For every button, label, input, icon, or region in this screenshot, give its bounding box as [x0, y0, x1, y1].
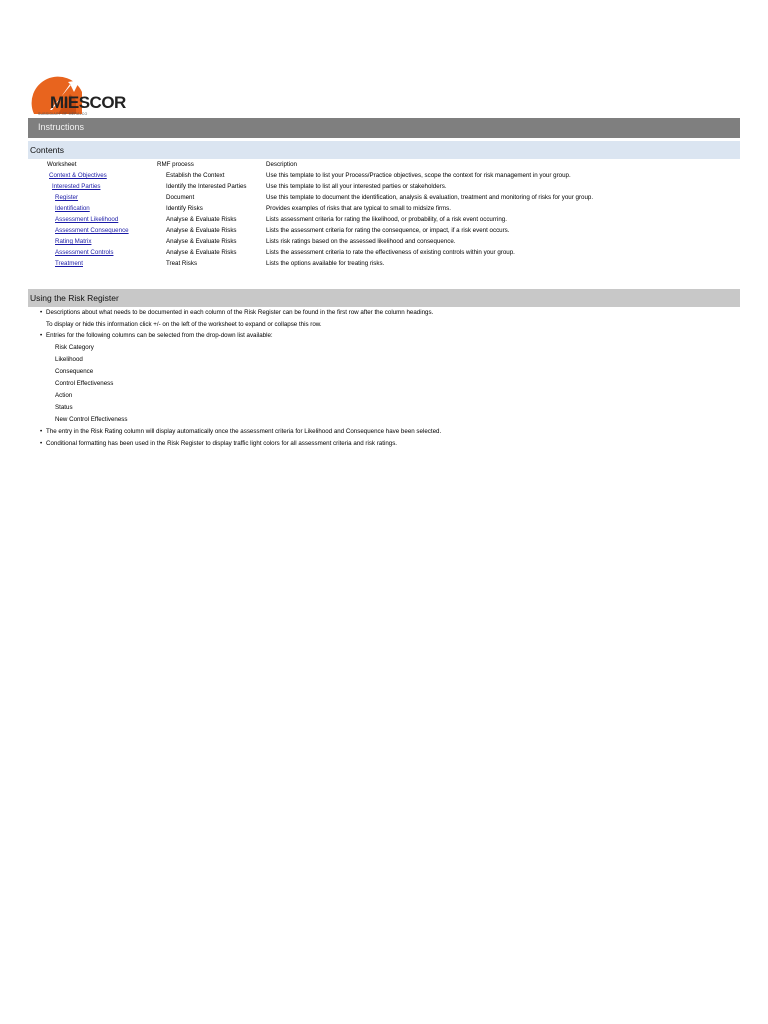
process-cell: Treat Risks: [166, 260, 198, 267]
column-item: Risk Category: [55, 344, 94, 351]
logo-wordmark: MIESCOR: [50, 93, 126, 112]
instructions-title: Instructions: [38, 122, 85, 132]
column-item: Status: [55, 404, 73, 411]
link-assessment-controls[interactable]: Assessment Controls: [55, 249, 114, 256]
header-rmf-process: RMF process: [157, 161, 194, 168]
contents-title: Contents: [30, 145, 65, 155]
description-cell: Use this template to list your Process/Practice objectives, scope the context for risk management in your group.: [266, 172, 571, 179]
note-risk-rating: The entry in the Risk Rating column will display automatically once the assessment criteria for Likelihood and Consequence have been selected.: [46, 428, 442, 435]
bullet-icon: •: [40, 332, 43, 339]
using-risk-register-title: Using the Risk Register: [30, 293, 119, 303]
note-conditional-formatting: Conditional formatting has been used in the Risk Register to display traffic light colors for all assessment criteria and risk ratings.: [46, 440, 398, 447]
instructions-header: [28, 118, 740, 138]
column-item: Consequence: [55, 368, 94, 375]
bullet-icon: •: [40, 440, 43, 447]
contents-header: [28, 141, 740, 159]
link-context-objectives[interactable]: Context & Objectives: [49, 172, 107, 179]
link-assessment-likelihood[interactable]: Assessment Likelihood: [55, 216, 119, 223]
bullet-icon: •: [40, 428, 43, 435]
link-interested-parties[interactable]: Interested Parties: [52, 183, 101, 190]
column-item: New Control Effectiveness: [55, 416, 128, 423]
using-risk-register-header: [28, 289, 740, 307]
process-cell: Analyse & Evaluate Risks: [166, 227, 237, 234]
link-register[interactable]: Register: [55, 194, 79, 201]
header-worksheet: Worksheet: [47, 161, 77, 168]
process-cell: Identify the Interested Parties: [166, 183, 247, 190]
header-description: Description: [266, 161, 297, 168]
process-cell: Identify Risks: [166, 205, 203, 212]
process-cell: Establish the Context: [166, 172, 225, 179]
note-dropdown: Entries for the following columns can be selected from the drop-down list available:: [46, 332, 273, 339]
description-cell: Use this template to list all your interested parties or stakeholders.: [266, 183, 447, 190]
process-cell: Document: [166, 194, 195, 201]
bullet-icon: •: [40, 309, 43, 316]
link-treatment[interactable]: Treatment: [55, 260, 83, 267]
link-rating-matrix[interactable]: Rating Matrix: [55, 238, 92, 245]
link-identification[interactable]: Identification: [55, 205, 90, 212]
description-cell: Lists the assessment criteria to rate the effectiveness of existing controls within your group.: [266, 249, 515, 256]
description-cell: Provides examples of risks that are typical to small to midsize firms.: [266, 205, 451, 212]
column-item: Action: [55, 392, 73, 399]
description-cell: Lists risk ratings based on the assessed likelihood and consequence.: [266, 238, 456, 245]
process-cell: Analyse & Evaluate Risks: [166, 216, 237, 223]
note-descriptions: Descriptions about what needs to be documented in each column of the Risk Register can be found in the first row after the column headings.: [46, 309, 434, 316]
link-assessment-consequence[interactable]: Assessment Consequence: [55, 227, 129, 234]
logo-tagline: SUBSIDIARY OF MERALCO: [38, 112, 88, 116]
description-cell: Lists assessment criteria for rating the likelihood, or probability, of a risk event occurring.: [266, 216, 507, 223]
column-item: Control Effectiveness: [55, 380, 114, 387]
description-cell: Lists the assessment criteria for rating the consequence, or impact, if a risk event occurs.: [266, 227, 510, 234]
column-item: Likelihood: [55, 356, 83, 363]
note-display-hide: To display or hide this information click +/- on the left of the worksheet to expand or collapse this row.: [46, 321, 322, 328]
description-cell: Use this template to document the identification, analysis & evaluation, treatment and monitoring of risks for your group.: [266, 194, 594, 201]
process-cell: Analyse & Evaluate Risks: [166, 238, 237, 245]
description-cell: Lists the options available for treating risks.: [266, 260, 385, 267]
process-cell: Analyse & Evaluate Risks: [166, 249, 237, 256]
